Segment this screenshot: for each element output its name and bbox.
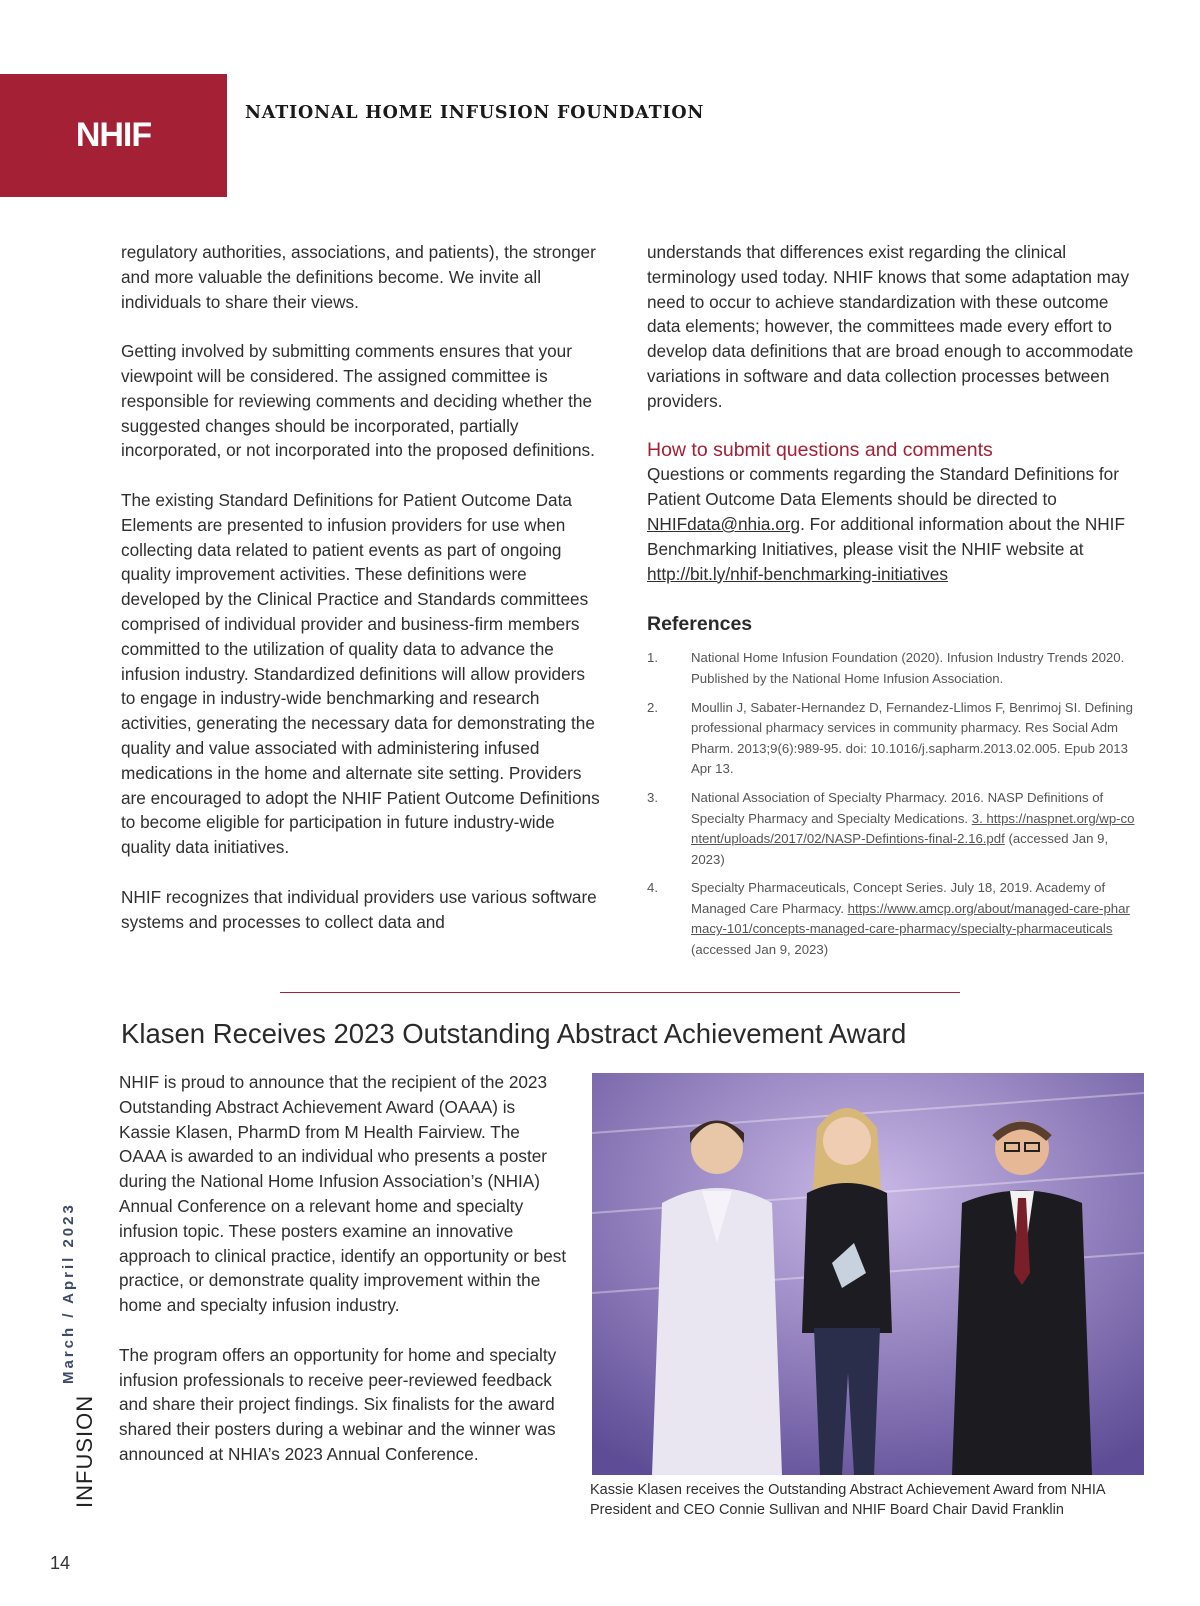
paragraph: NHIF recognizes that individual providers use various software systems and processes to collect data and [121, 886, 597, 932]
submit-text: Questions or comments regarding the Standard Definitions for Patient Outcome Data Elements should be directed to [647, 464, 1119, 510]
reference-number: 1. [647, 650, 658, 666]
magazine-name: INFUSION [72, 1394, 97, 1508]
award-story [119, 1070, 569, 1492]
reference-link[interactable]: https://www.amcp.org/about/managed-care-pharmacy-101/concepts-managed-care-pharmacy/specialty-pharmaceuticals [691, 900, 1130, 937]
reference-number: 2. [647, 699, 658, 715]
logo-text: NHIF [75, 116, 152, 154]
reference-item [647, 878, 1135, 960]
reference-item [647, 788, 1135, 870]
photo-caption: Kassie Klasen receives the Outstanding Abstract Achievement Award from NHIA President and CEO Connie Sullivan and NHIF Board Chair David Franklin [590, 1482, 1105, 1518]
paragraph: The existing Standard Definitions for Patient Outcome Data Elements are presented to infusion providers for use when collecting data related to patient events as part of ongoing quality improvement activities. These definitions were developed by the Clinical Practice and Standards committees comprised of individual provider and business-firm members committed to the utilization of quality data to advance the infusion industry. Standardized definitions will allow providers to engage in industry-wide benchmarking and research activities, generating the necessary data for demonstrating the quality and value associated with administering infused medications in the home and alternate site setting. Providers are encouraged to adopt the NHIF Patient Outcome Definitions to become eligible for participation in future industry-wide quality data initiatives. [121, 489, 600, 858]
benchmarking-link[interactable]: http://bit.ly/nhif-benchmarking-initiatives [647, 563, 948, 584]
paragraph: NHIF is proud to announce that the recipient of the 2023 Outstanding Abstract Achievement Award (OAAA) is Kassie Klasen, PharmD from M Health Fairview. The OAAA is awarded to an individual who presents a poster during the National Home Infusion Association’s (NHIA) Annual Conference on a relevant home and specialty infusion topic. These posters examine an innovative approach to clinical practice, identify an opportunity or best practice, or demonstrate quality improvement within the home and specialty infusion industry. [119, 1072, 567, 1316]
award-photo-illustration [592, 1073, 1144, 1475]
reference-number: 4. [647, 880, 658, 896]
org-name: NATIONAL HOME INFUSION FOUNDATION [245, 103, 705, 123]
reference-item [647, 648, 1135, 689]
right-column [647, 240, 1135, 969]
section-divider [280, 992, 960, 993]
issue-date: March / April 2023 [60, 1202, 77, 1384]
nhif-logo [0, 74, 227, 197]
reference-text: Moullin J, Sabater-Hernandez D, Fernandez-Llimos F, Benrimoj SI. Defining professional pharmacy services in community pharmacy. Res Social Adm Pharm. 2013;9(6):989-95. doi: 10.1016/j.sapharm.2013.02.005. Epub 2013 Apr 13. [691, 699, 1133, 777]
reference-link[interactable]: 3. https://naspnet.org/wp-content/uploads/2017/02/NASP-Defintions-final-2.16.pdf [691, 810, 1135, 847]
references-list [647, 648, 1135, 960]
award-photo [592, 1073, 1144, 1475]
submit-heading: How to submit questions and comments [647, 439, 993, 462]
reference-tail: (accessed Jan 9, 2023) [691, 942, 829, 958]
paragraph: regulatory authorities, associations, and patients), the stronger and more valuable the definitions become. We invite all individuals to share their views. [121, 242, 596, 312]
paragraph: understands that differences exist regarding the clinical terminology used today. NHIF knows that some adaptation may need to occur to achieve standardization with these outcome data elements; however, the committees made every effort to develop data definitions that are broad enough to accommodate variations in software and data collection processes between providers. [647, 242, 1134, 411]
submit-text: . For additional information about the NHIF Benchmarking Initiatives, please visit the NHIF website at [647, 513, 1125, 559]
reference-item [647, 698, 1135, 780]
reference-tail: (accessed Jan 9, 2023) [691, 831, 1109, 867]
submit-paragraph [647, 462, 1135, 586]
paragraph: The program offers an opportunity for home and specialty infusion professionals to receive peer-reviewed feedback and share their project findings. Six finalists for the award shared their posters during a webinar and the winner was announced at NHIA’s 2023 Annual Conference. [119, 1344, 557, 1464]
reference-number: 3. [647, 789, 658, 805]
paragraph: Getting involved by submitting comments ensures that your viewpoint will be considered. The assigned committee is responsible for reviewing comments and deciding whether the suggested changes should be incorporated, partially incorporated, or not incorporated into the proposed definitions. [121, 341, 595, 461]
references-title: References [647, 613, 753, 636]
reference-text: National Association of Specialty Pharmacy. 2016. NASP Definitions of Specialty Pharmacy and Specialty Medications. [691, 789, 1104, 826]
email-link[interactable]: NHIFdata@nhia.org [647, 513, 801, 534]
page-number: 14 [50, 1553, 71, 1573]
reference-text: Specialty Pharmaceuticals, Concept Series. July 18, 2019. Academy of Managed Care Pharmacy. [691, 880, 1106, 916]
reference-text: National Home Infusion Foundation (2020). Infusion Industry Trends 2020. Published by the National Home Infusion Association. [691, 650, 1125, 686]
award-title: Klasen Receives 2023 Outstanding Abstract Achievement Award [121, 1018, 907, 1049]
left-column [121, 240, 603, 959]
